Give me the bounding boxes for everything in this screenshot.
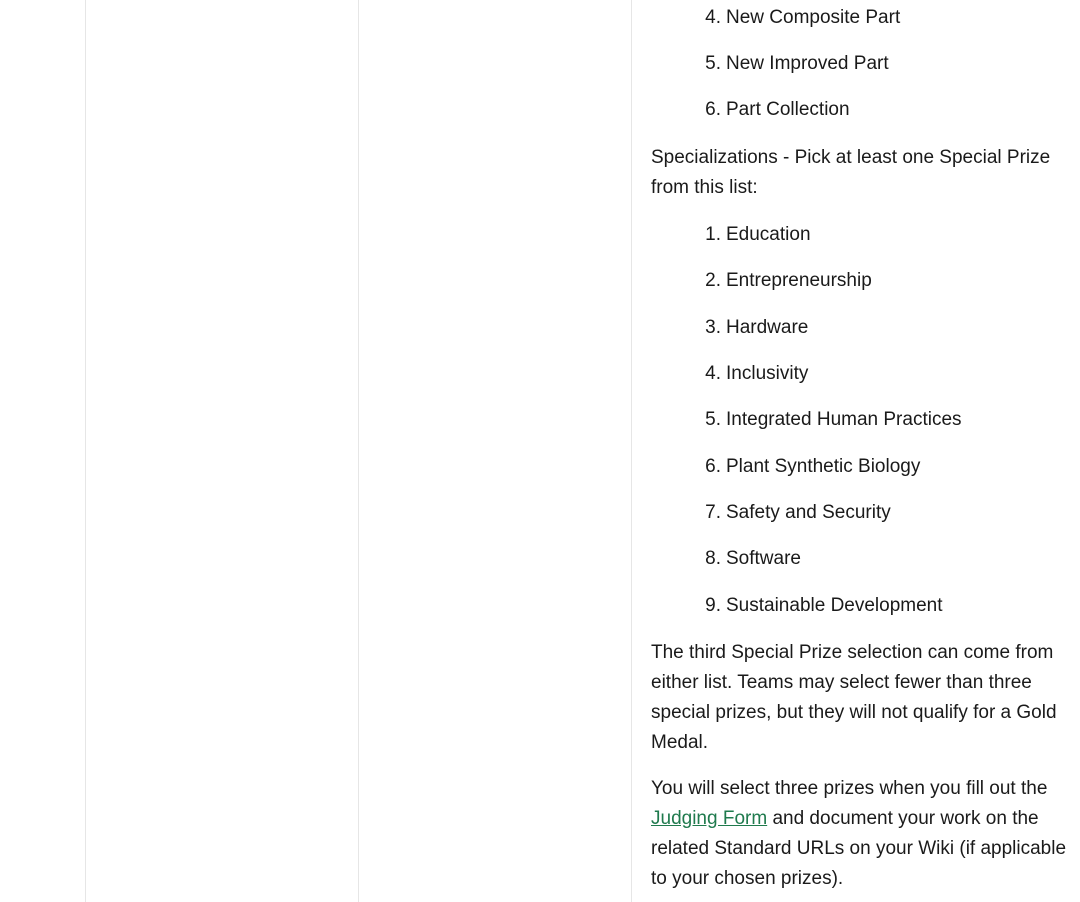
list-item-number: 5. xyxy=(705,53,721,74)
list-item-number: 3. xyxy=(705,317,721,338)
third-prize-note: The third Special Prize selection can come from either list. Teams may select fewer than three special prizes, but they will not qualify for a Gold Medal. xyxy=(651,642,1057,753)
list-item xyxy=(697,269,872,293)
final-paragraph-text-start: You will select three prizes when you fill out the xyxy=(651,778,1048,799)
column-divider-1 xyxy=(85,0,86,902)
list-item-label: Sustainable Development xyxy=(726,595,943,616)
list-item xyxy=(697,408,962,432)
final-paragraph xyxy=(651,774,1073,894)
list-item-label: Part Collection xyxy=(726,99,850,120)
judging-form-link[interactable]: Judging Form xyxy=(651,808,768,829)
list-item-number: 6. xyxy=(705,99,721,120)
list-item-number: 4. xyxy=(705,7,721,28)
list-item xyxy=(697,594,943,618)
list-item-number: 7. xyxy=(705,502,721,523)
list-item-number: 5. xyxy=(705,409,721,430)
list-item xyxy=(697,547,801,571)
list-item-label: Plant Synthetic Biology xyxy=(726,456,921,477)
list-item-label: Hardware xyxy=(726,317,809,338)
list-item-label: Education xyxy=(726,224,811,245)
specializations-intro: Specializations - Pick at least one Special Prize from this list: xyxy=(651,147,1051,198)
column-divider-2 xyxy=(358,0,359,902)
list-item-label: Inclusivity xyxy=(726,363,809,384)
list-item xyxy=(697,501,891,525)
list-item xyxy=(697,223,811,247)
list-item xyxy=(697,316,808,340)
list-item-number: 6. xyxy=(705,456,721,477)
list-item-label: New Improved Part xyxy=(726,53,889,74)
list-item xyxy=(697,6,900,30)
list-item-label: Entrepreneurship xyxy=(726,270,872,291)
list-item-label: Software xyxy=(726,548,801,569)
list-item xyxy=(697,52,889,76)
list-item-number: 4. xyxy=(705,363,721,384)
list-item xyxy=(697,98,850,122)
list-item xyxy=(697,362,808,386)
list-item-label: Integrated Human Practices xyxy=(726,409,962,430)
list-item-number: 9. xyxy=(705,595,721,616)
list-item-label: New Composite Part xyxy=(726,7,901,28)
list-item-number: 8. xyxy=(705,548,721,569)
list-item xyxy=(697,455,920,479)
final-paragraph-text-end: and document your work on the related Standard URLs on your Wiki (if applicable to your chosen prizes). xyxy=(651,808,1067,889)
list-item-label: Safety and Security xyxy=(726,502,891,523)
list-item-number: 1. xyxy=(705,224,721,245)
column-divider-3 xyxy=(631,0,632,902)
list-item-number: 2. xyxy=(705,270,721,291)
